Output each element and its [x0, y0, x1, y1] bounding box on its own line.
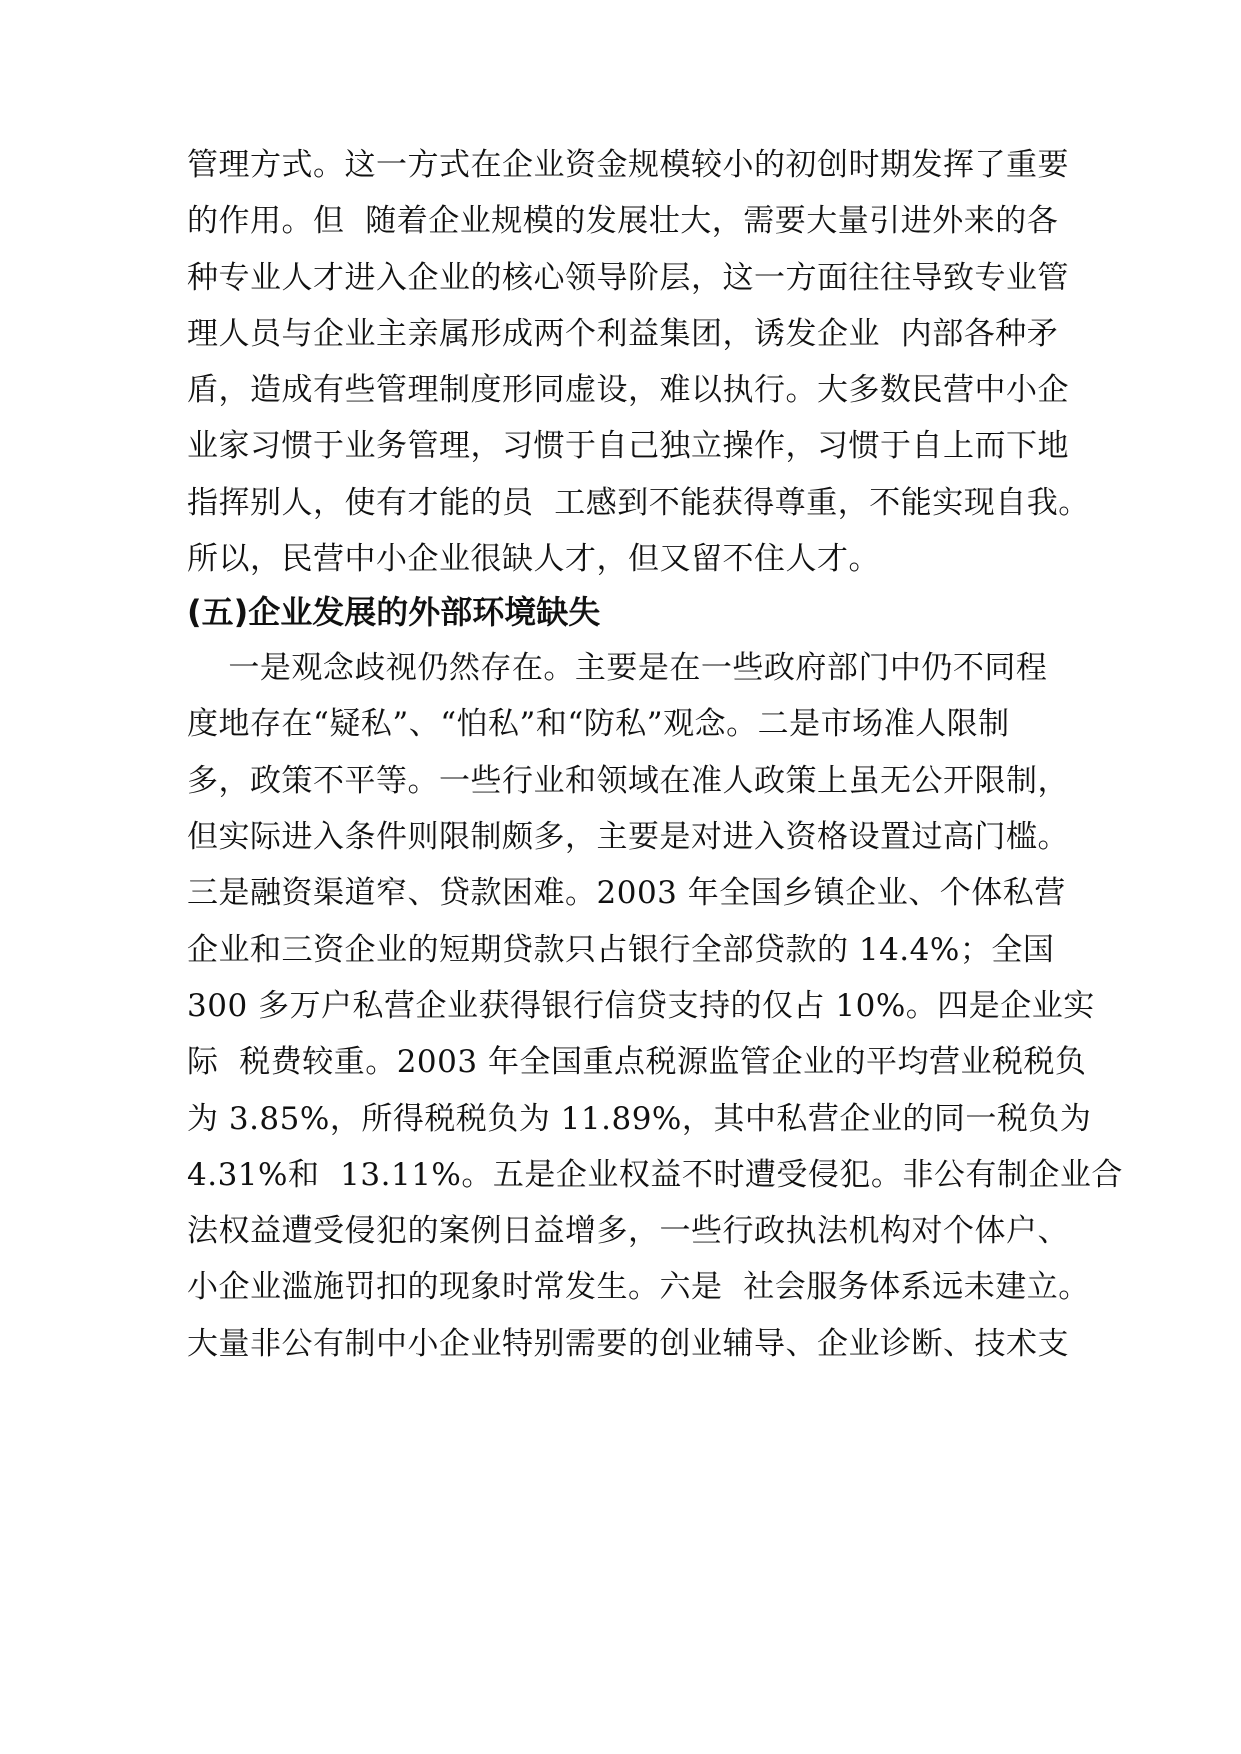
paragraph-line: 度地存在“疑私”、“怕私”和“防私”观念。二是市场准人限制: [187, 706, 1010, 742]
paragraph-line: 种专业人才进入企业的核心领导阶层，这一方面往往导致专业管: [187, 260, 1069, 296]
paragraph-line: 为 3.85%，所得税税负为 11.89%，其中私营企业的同一税负为: [187, 1101, 1092, 1137]
paragraph-line: 管理方式。这一方式在企业资金规模较小的初创时期发挥了重要: [187, 147, 1069, 183]
paragraph-line: 多，政策不平等。一些行业和领域在准人政策上虽无公开限制，: [187, 763, 1069, 799]
paragraph-line: 际 税费较重。2003 年全国重点税源监管企业的平均营业税税负: [187, 1044, 1087, 1080]
paragraph-line: 一是观念歧视仍然存在。主要是在一些政府部门中仍不同程: [187, 650, 1048, 686]
paragraph-line: 4.31%和 13.11%。五是企业权益不时遭受侵犯。非公有制企业合: [187, 1157, 1123, 1193]
paragraph-line: 盾，造成有些管理制度形同虚设，难以执行。大多数民营中小企: [187, 372, 1069, 408]
paragraph-line: 的作用。但 随着企业规模的发展壮大，需要大量引进外来的各: [187, 203, 1059, 239]
paragraph-line: 小企业滥施罚扣的现象时常发生。六是 社会服务体系远未建立。: [187, 1269, 1090, 1305]
paragraph-line: 大量非公有制中小企业特别需要的创业辅导、企业诊断、技术支: [187, 1326, 1069, 1362]
paragraph-line: 指挥别人，使有才能的员 工感到不能获得尊重，不能实现自我。: [187, 485, 1090, 521]
paragraph-line: 300 多万户私营企业获得银行信贷支持的仅占 10%。四是企业实: [187, 988, 1095, 1024]
paragraph-line: 三是融资渠道窄、贷款困难。2003 年全国乡镇企业、个体私营: [187, 875, 1066, 911]
paragraph-line: 业家习惯于业务管理，习惯于自己独立操作，习惯于自上而下地: [187, 428, 1069, 464]
paragraph-line: 所以，民营中小企业很缺人才，但又留不住人才。: [187, 541, 880, 577]
section-heading: (五)企业发展的外部环境缺失: [187, 593, 601, 631]
paragraph-line: 企业和三资企业的短期贷款只占银行全部贷款的 14.4%；全国: [187, 932, 1055, 968]
paragraph-line: 法权益遭受侵犯的案例日益增多，一些行政执法机构对个体户、: [187, 1213, 1069, 1249]
paragraph-line: 但实际进入条件则限制颇多，主要是对进入资格设置过高门槛。: [187, 819, 1069, 855]
paragraph-line: 理人员与企业主亲属形成两个利益集团，诱发企业 内部各种矛: [187, 316, 1059, 352]
